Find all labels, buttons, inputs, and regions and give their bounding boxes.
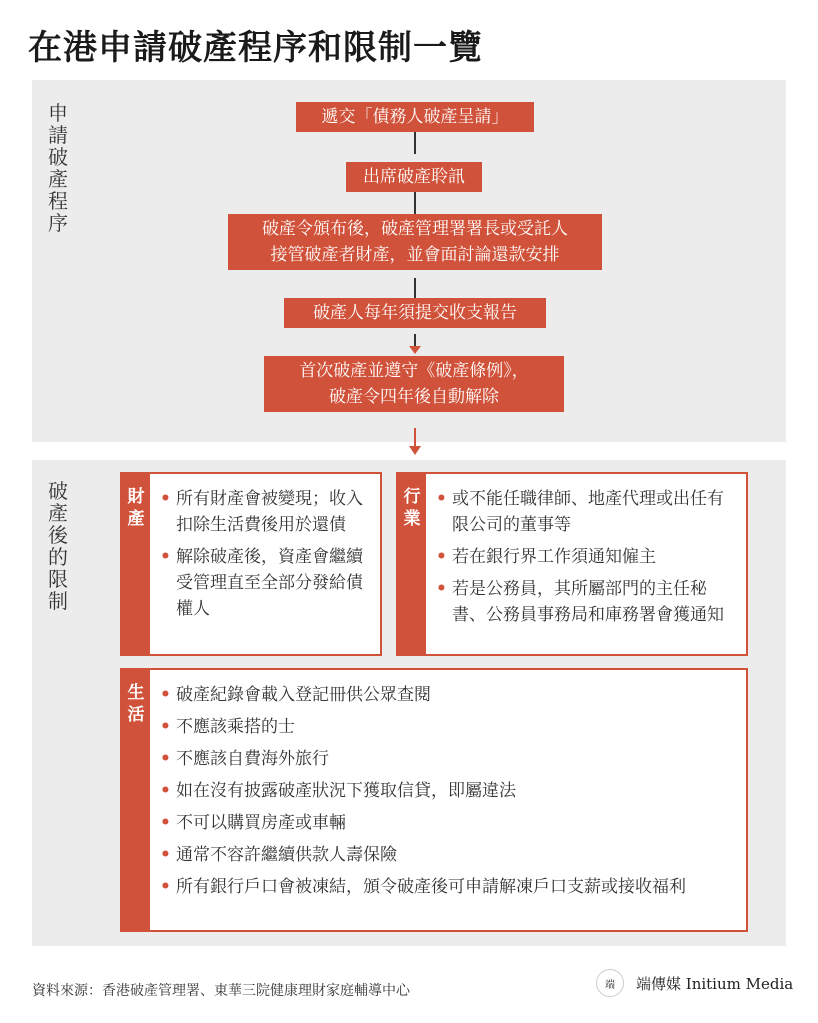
life-box — [120, 668, 748, 932]
life-tag: 生 活 — [122, 670, 150, 930]
step-attend-hearing: 出席破產聆訊 — [346, 162, 482, 192]
panel-connector-line — [414, 428, 416, 448]
profession-list — [434, 486, 734, 634]
arrow-down-icon — [409, 346, 421, 354]
profession-box — [396, 472, 748, 656]
property-list — [158, 486, 368, 628]
property-box — [120, 472, 382, 656]
restrictions-label: 破 產 後 的 限 制 — [48, 479, 68, 613]
list-item: • 或不能任職律師、地產代理或出任有限公司的董事等 — [436, 489, 724, 535]
list-item: • 不應該乘搭的士 — [160, 717, 295, 737]
logo-mark-icon: 端 — [596, 969, 624, 997]
process-panel — [32, 80, 786, 442]
list-item: • 所有財產會被變現；收入扣除生活費後用於還債 — [160, 489, 363, 535]
connector-line — [414, 278, 416, 298]
page-title: 在港申請破產程序和限制一覽 — [28, 28, 483, 68]
arrow-down-icon — [409, 446, 421, 455]
list-item: • 若在銀行界工作須通知僱主 — [436, 547, 656, 567]
list-item: • 所有銀行戶口會被凍結，頒令破產後可申請解凍戶口支薪或接收福利 — [160, 877, 686, 897]
logo-text: 端傳媒 Initium Media — [636, 974, 794, 993]
restrictions-panel — [32, 460, 786, 946]
list-item: • 不應該自費海外旅行 — [160, 749, 329, 769]
list-item: • 不可以購買房產或車輛 — [160, 813, 346, 833]
connector-line — [414, 192, 416, 214]
list-item: • 如在沒有披露破產狀況下獲取信貸，即屬違法 — [160, 781, 516, 801]
list-item: • 通常不容許繼續供款人壽保險 — [160, 845, 397, 865]
source-note: 資料來源：香港破產管理署、東華三院健康理財家庭輔導中心 — [32, 983, 410, 999]
step-submit-petition: 遞交「債務人破產呈請」 — [296, 102, 534, 132]
list-item: • 破產紀錄會載入登記冊供公眾查閱 — [160, 685, 431, 705]
step-annual-report: 破產人每年須提交收支報告 — [284, 298, 546, 328]
profession-tag: 行 業 — [398, 474, 426, 654]
life-list — [158, 682, 734, 906]
property-tag: 財 產 — [122, 474, 150, 654]
connector-line — [414, 132, 416, 154]
process-label: 申 請 破 產 程 序 — [48, 101, 68, 235]
list-item: • 解除破產後，資產會繼續受管理直至全部分發給債權人 — [160, 547, 363, 619]
step-auto-discharge: 首次破產並遵守《破產條例》， 破產令四年後自動解除 — [264, 356, 564, 412]
list-item: • 若是公務員，其所屬部門的主任秘書、公務員事務局和庫務署會獲通知 — [436, 579, 724, 625]
brand-logo[interactable] — [596, 968, 793, 998]
step-trustee-takeover: 破產令頒布後，破產管理署署長或受託人 接管破產者財產，並會面討論還款安排 — [228, 214, 602, 270]
